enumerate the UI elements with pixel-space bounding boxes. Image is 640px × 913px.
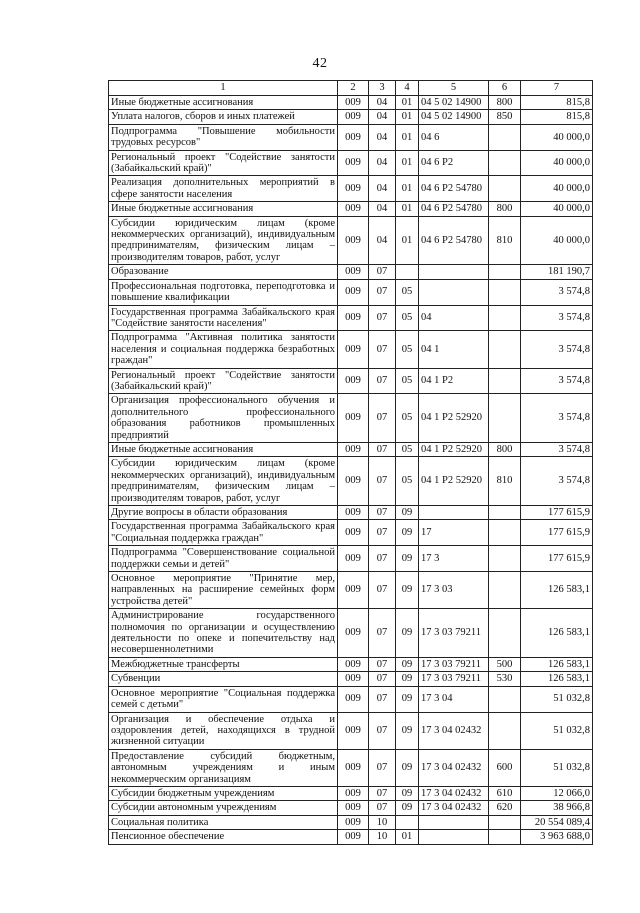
table-row — [109, 815, 593, 829]
subsection-code-cell: 09 — [396, 506, 419, 520]
amount-cell: 126 583,1 — [521, 672, 593, 686]
section-code-cell: 07 — [369, 331, 396, 368]
amount-cell: 38 966,8 — [521, 801, 593, 815]
ministry-code-cell: 009 — [338, 712, 369, 749]
ministry-code-cell: 009 — [338, 279, 369, 305]
target-article-cell: 04 5 02 14900 — [419, 96, 489, 110]
expense-type-cell: 800 — [489, 202, 521, 216]
expense-type-cell: 530 — [489, 672, 521, 686]
amount-cell: 126 583,1 — [521, 572, 593, 609]
ministry-code-cell: 009 — [338, 520, 369, 546]
table-row — [109, 305, 593, 331]
target-article-cell: 17 3 03 79211 — [419, 657, 489, 671]
amount-cell: 3 574,8 — [521, 331, 593, 368]
subsection-code-cell: 09 — [396, 801, 419, 815]
amount-cell: 181 190,7 — [521, 265, 593, 279]
ministry-code-cell: 009 — [338, 368, 369, 394]
expense-type-cell — [489, 712, 521, 749]
subsection-code-cell: 09 — [396, 749, 419, 786]
subsection-code-cell: 01 — [396, 216, 419, 265]
table-row — [109, 520, 593, 546]
ministry-code-cell: 009 — [338, 124, 369, 150]
expense-type-cell — [489, 520, 521, 546]
amount-cell: 177 615,9 — [521, 506, 593, 520]
expense-type-cell: 810 — [489, 216, 521, 265]
ministry-code-cell: 009 — [338, 815, 369, 829]
subsection-code-cell: 05 — [396, 457, 419, 506]
ministry-code-cell: 009 — [338, 216, 369, 265]
amount-cell: 51 032,8 — [521, 749, 593, 786]
target-article-cell: 04 6 P2 54780 — [419, 216, 489, 265]
subsection-code-cell — [396, 265, 419, 279]
section-code-cell: 07 — [369, 672, 396, 686]
subsection-code-cell: 05 — [396, 279, 419, 305]
item-name-cell: Основное мероприятие "Социальная поддержка семей с детьми" — [109, 686, 338, 712]
subsection-code-cell: 01 — [396, 202, 419, 216]
amount-cell: 3 574,8 — [521, 279, 593, 305]
target-article-cell: 04 1 P2 52920 — [419, 457, 489, 506]
target-article-cell: 17 3 04 02432 — [419, 801, 489, 815]
subsection-code-cell: 01 — [396, 150, 419, 176]
section-code-cell: 07 — [369, 265, 396, 279]
subsection-code-cell: 01 — [396, 124, 419, 150]
subsection-code-cell: 05 — [396, 394, 419, 443]
ministry-code-cell: 009 — [338, 96, 369, 110]
item-name-cell: Другие вопросы в области образования — [109, 506, 338, 520]
expense-type-cell — [489, 394, 521, 443]
expense-type-cell — [489, 305, 521, 331]
table-row — [109, 331, 593, 368]
item-name-cell: Субвенции — [109, 672, 338, 686]
section-code-cell: 04 — [369, 124, 396, 150]
ministry-code-cell: 009 — [338, 305, 369, 331]
expense-type-cell: 500 — [489, 657, 521, 671]
amount-cell: 51 032,8 — [521, 712, 593, 749]
header-cell: 4 — [396, 81, 419, 96]
expense-type-cell — [489, 265, 521, 279]
expense-type-cell — [489, 124, 521, 150]
item-name-cell: Субсидии юридическим лицам (кроме некоммерческих организаций), индивидуальным предпринимателям, физическим лицам – производителям товаров, работ, услуг — [109, 457, 338, 506]
ministry-code-cell: 009 — [338, 786, 369, 800]
subsection-code-cell: 05 — [396, 442, 419, 456]
subsection-code-cell: 09 — [396, 609, 419, 658]
target-article-cell: 04 1 P2 52920 — [419, 394, 489, 443]
section-code-cell: 07 — [369, 394, 396, 443]
item-name-cell: Региональный проект "Содействие занятости (Забайкальский край)" — [109, 368, 338, 394]
target-article-cell: 17 3 03 79211 — [419, 609, 489, 658]
target-article-cell: 17 — [419, 520, 489, 546]
amount-cell: 3 963 688,0 — [521, 830, 593, 844]
amount-cell: 3 574,8 — [521, 457, 593, 506]
subsection-code-cell: 09 — [396, 520, 419, 546]
amount-cell: 40 000,0 — [521, 202, 593, 216]
section-code-cell: 04 — [369, 150, 396, 176]
section-code-cell: 07 — [369, 749, 396, 786]
item-name-cell: Организация профессионального обучения и дополнительного профессионального образования работников промышленных предприятий — [109, 394, 338, 443]
subsection-code-cell: 09 — [396, 712, 419, 749]
target-article-cell — [419, 815, 489, 829]
section-code-cell: 07 — [369, 801, 396, 815]
table-row — [109, 572, 593, 609]
amount-cell: 40 000,0 — [521, 216, 593, 265]
subsection-code-cell: 09 — [396, 672, 419, 686]
header-cell: 7 — [521, 81, 593, 96]
item-name-cell: Государственная программа Забайкальского края "Содействие занятости населения" — [109, 305, 338, 331]
item-name-cell: Субсидии бюджетным учреждениям — [109, 786, 338, 800]
target-article-cell: 04 1 P2 52920 — [419, 442, 489, 456]
item-name-cell: Подпрограмма "Совершенствование социальной поддержки семьи и детей" — [109, 546, 338, 572]
amount-cell: 3 574,8 — [521, 394, 593, 443]
item-name-cell: Основное мероприятие "Принятие мер, направленных на расширение семейных форм устройства детей" — [109, 572, 338, 609]
amount-cell: 12 066,0 — [521, 786, 593, 800]
section-code-cell: 07 — [369, 506, 396, 520]
ministry-code-cell: 009 — [338, 394, 369, 443]
amount-cell: 40 000,0 — [521, 124, 593, 150]
table-row — [109, 176, 593, 202]
expense-type-cell: 620 — [489, 801, 521, 815]
section-code-cell: 10 — [369, 815, 396, 829]
item-name-cell: Региональный проект "Содействие занятости (Забайкальский край)" — [109, 150, 338, 176]
amount-cell: 3 574,8 — [521, 442, 593, 456]
expense-type-cell — [489, 815, 521, 829]
target-article-cell — [419, 265, 489, 279]
subsection-code-cell: 01 — [396, 176, 419, 202]
subsection-code-cell: 01 — [396, 830, 419, 844]
item-name-cell: Подпрограмма "Активная политика занятости населения и социальная поддержка безработных граждан" — [109, 331, 338, 368]
expense-type-cell — [489, 546, 521, 572]
target-article-cell — [419, 830, 489, 844]
table-row — [109, 609, 593, 658]
item-name-cell: Профессиональная подготовка, переподготовка и повышение квалификации — [109, 279, 338, 305]
table-row — [109, 672, 593, 686]
ministry-code-cell: 009 — [338, 801, 369, 815]
target-article-cell: 17 3 04 02432 — [419, 712, 489, 749]
expense-type-cell: 800 — [489, 442, 521, 456]
subsection-code-cell: 05 — [396, 331, 419, 368]
item-name-cell: Социальная политика — [109, 815, 338, 829]
expense-type-cell — [489, 686, 521, 712]
section-code-cell: 07 — [369, 686, 396, 712]
section-code-cell: 07 — [369, 712, 396, 749]
subsection-code-cell: 05 — [396, 305, 419, 331]
amount-cell: 3 574,8 — [521, 368, 593, 394]
target-article-cell: 04 1 P2 — [419, 368, 489, 394]
section-code-cell: 07 — [369, 368, 396, 394]
target-article-cell — [419, 279, 489, 305]
table-row — [109, 110, 593, 124]
table-row — [109, 150, 593, 176]
amount-cell: 177 615,9 — [521, 520, 593, 546]
expense-type-cell — [489, 150, 521, 176]
section-code-cell: 10 — [369, 830, 396, 844]
target-article-cell: 04 5 02 14900 — [419, 110, 489, 124]
section-code-cell: 07 — [369, 279, 396, 305]
amount-cell: 177 615,9 — [521, 546, 593, 572]
header-cell: 1 — [109, 81, 338, 96]
subsection-code-cell: 05 — [396, 368, 419, 394]
table-row — [109, 368, 593, 394]
item-name-cell: Межбюджетные трансферты — [109, 657, 338, 671]
table-row — [109, 712, 593, 749]
section-code-cell: 07 — [369, 572, 396, 609]
expense-type-cell: 850 — [489, 110, 521, 124]
item-name-cell: Субсидии автономным учреждениям — [109, 801, 338, 815]
target-article-cell: 04 6 P2 54780 — [419, 202, 489, 216]
subsection-code-cell: 09 — [396, 786, 419, 800]
expense-type-cell — [489, 506, 521, 520]
section-code-cell: 07 — [369, 609, 396, 658]
ministry-code-cell: 009 — [338, 176, 369, 202]
table-row — [109, 202, 593, 216]
target-article-cell: 17 3 03 79211 — [419, 672, 489, 686]
subsection-code-cell: 09 — [396, 546, 419, 572]
expense-type-cell: 800 — [489, 96, 521, 110]
amount-cell: 815,8 — [521, 110, 593, 124]
section-code-cell: 04 — [369, 110, 396, 124]
item-name-cell: Иные бюджетные ассигнования — [109, 442, 338, 456]
expense-type-cell — [489, 176, 521, 202]
table-row — [109, 124, 593, 150]
target-article-cell: 17 3 03 — [419, 572, 489, 609]
expense-type-cell: 610 — [489, 786, 521, 800]
section-code-cell: 07 — [369, 520, 396, 546]
ministry-code-cell: 009 — [338, 265, 369, 279]
ministry-code-cell: 009 — [338, 830, 369, 844]
item-name-cell: Предоставление субсидий бюджетным, автономным учреждениям и иным некоммерческим организациям — [109, 749, 338, 786]
subsection-code-cell: 09 — [396, 657, 419, 671]
item-name-cell: Государственная программа Забайкальского края "Социальная поддержка граждан" — [109, 520, 338, 546]
table-row — [109, 457, 593, 506]
target-article-cell: 17 3 04 02432 — [419, 749, 489, 786]
ministry-code-cell: 009 — [338, 546, 369, 572]
table-row — [109, 394, 593, 443]
table-row — [109, 216, 593, 265]
expense-type-cell — [489, 830, 521, 844]
target-article-cell: 17 3 04 — [419, 686, 489, 712]
ministry-code-cell: 009 — [338, 442, 369, 456]
table-body — [109, 96, 593, 845]
item-name-cell: Субсидии юридическим лицам (кроме некоммерческих организаций), индивидуальным предпринимателям, физическим лицам – производителям товаров, работ, услуг — [109, 216, 338, 265]
subsection-code-cell: 01 — [396, 110, 419, 124]
ministry-code-cell: 009 — [338, 572, 369, 609]
amount-cell: 3 574,8 — [521, 305, 593, 331]
table-row — [109, 265, 593, 279]
header-cell: 6 — [489, 81, 521, 96]
item-name-cell: Администрирование государственного полномочия по организации и осуществлению деятельности по опеке и попечительству над несовершеннолетними — [109, 609, 338, 658]
section-code-cell: 04 — [369, 176, 396, 202]
target-article-cell: 17 3 — [419, 546, 489, 572]
expense-type-cell — [489, 279, 521, 305]
ministry-code-cell: 009 — [338, 609, 369, 658]
table-row — [109, 442, 593, 456]
section-code-cell: 07 — [369, 305, 396, 331]
amount-cell: 40 000,0 — [521, 150, 593, 176]
amount-cell: 20 554 089,4 — [521, 815, 593, 829]
ministry-code-cell: 009 — [338, 749, 369, 786]
table-row — [109, 686, 593, 712]
target-article-cell: 04 — [419, 305, 489, 331]
section-code-cell: 07 — [369, 657, 396, 671]
table-row — [109, 96, 593, 110]
page-number: 42 — [312, 56, 328, 71]
expense-type-cell: 600 — [489, 749, 521, 786]
subsection-code-cell: 01 — [396, 96, 419, 110]
header-cell: 2 — [338, 81, 369, 96]
target-article-cell: 17 3 04 02432 — [419, 786, 489, 800]
item-name-cell: Подпрограмма "Повышение мобильности трудовых ресурсов" — [109, 124, 338, 150]
budget-table — [108, 80, 593, 845]
table-row — [109, 546, 593, 572]
amount-cell: 40 000,0 — [521, 176, 593, 202]
ministry-code-cell: 009 — [338, 657, 369, 671]
ministry-code-cell: 009 — [338, 331, 369, 368]
header-cell: 5 — [419, 81, 489, 96]
table-row — [109, 830, 593, 844]
item-name-cell: Организация и обеспечение отдыха и оздоровления детей, находящихся в трудной жизненной ситуации — [109, 712, 338, 749]
ministry-code-cell: 009 — [338, 110, 369, 124]
amount-cell: 51 032,8 — [521, 686, 593, 712]
ministry-code-cell: 009 — [338, 150, 369, 176]
ministry-code-cell: 009 — [338, 686, 369, 712]
subsection-code-cell: 09 — [396, 572, 419, 609]
table-row — [109, 506, 593, 520]
section-code-cell: 04 — [369, 216, 396, 265]
table-row — [109, 801, 593, 815]
item-name-cell: Реализация дополнительных мероприятий в сфере занятости населения — [109, 176, 338, 202]
section-code-cell: 07 — [369, 442, 396, 456]
target-article-cell: 04 6 — [419, 124, 489, 150]
ministry-code-cell: 009 — [338, 457, 369, 506]
amount-cell: 126 583,1 — [521, 657, 593, 671]
section-code-cell: 04 — [369, 96, 396, 110]
target-article-cell: 04 6 P2 — [419, 150, 489, 176]
item-name-cell: Пенсионное обеспечение — [109, 830, 338, 844]
subsection-code-cell: 09 — [396, 686, 419, 712]
item-name-cell: Образование — [109, 265, 338, 279]
table-row — [109, 657, 593, 671]
target-article-cell — [419, 506, 489, 520]
table-row — [109, 786, 593, 800]
item-name-cell: Иные бюджетные ассигнования — [109, 202, 338, 216]
ministry-code-cell: 009 — [338, 672, 369, 686]
ministry-code-cell: 009 — [338, 202, 369, 216]
table-row — [109, 749, 593, 786]
section-code-cell: 07 — [369, 457, 396, 506]
table-row — [109, 279, 593, 305]
header-cell: 3 — [369, 81, 396, 96]
ministry-code-cell: 009 — [338, 506, 369, 520]
section-code-cell: 04 — [369, 202, 396, 216]
item-name-cell: Иные бюджетные ассигнования — [109, 96, 338, 110]
target-article-cell: 04 1 — [419, 331, 489, 368]
section-code-cell: 07 — [369, 786, 396, 800]
item-name-cell: Уплата налогов, сборов и иных платежей — [109, 110, 338, 124]
expense-type-cell — [489, 572, 521, 609]
target-article-cell: 04 6 P2 54780 — [419, 176, 489, 202]
expense-type-cell — [489, 368, 521, 394]
expense-type-cell — [489, 331, 521, 368]
expense-type-cell: 810 — [489, 457, 521, 506]
table-header-row — [109, 81, 593, 96]
amount-cell: 126 583,1 — [521, 609, 593, 658]
subsection-code-cell — [396, 815, 419, 829]
amount-cell: 815,8 — [521, 96, 593, 110]
expense-type-cell — [489, 609, 521, 658]
section-code-cell: 07 — [369, 546, 396, 572]
